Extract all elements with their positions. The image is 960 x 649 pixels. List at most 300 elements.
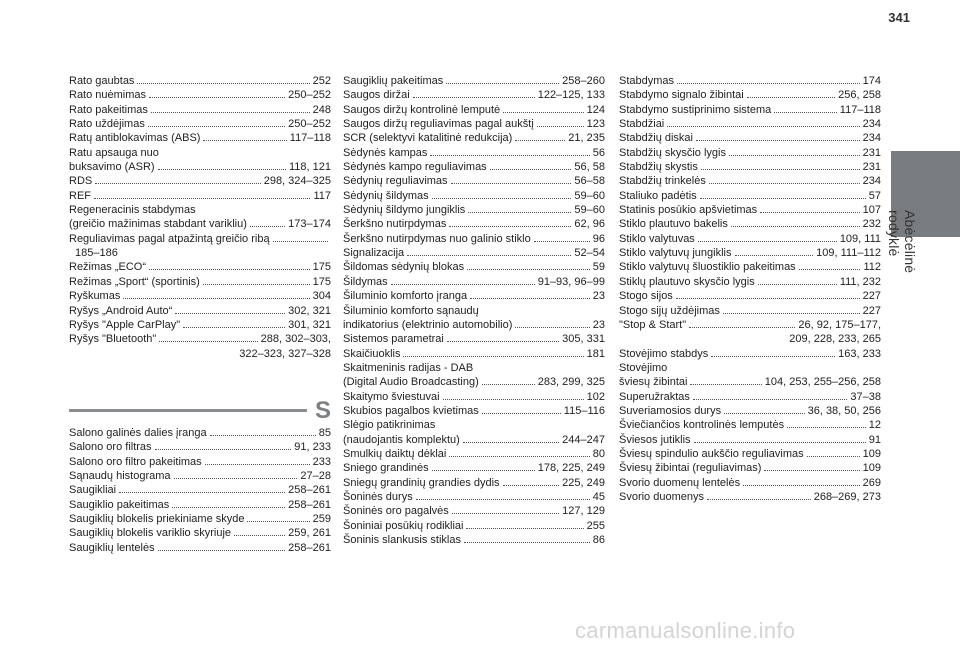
page-reference: 91–93, 96–99 bbox=[537, 275, 605, 288]
index-term: Šildymas bbox=[343, 275, 388, 288]
index-entry bbox=[619, 117, 881, 131]
index-entry bbox=[69, 332, 331, 346]
page-reference: 173–174 bbox=[288, 218, 331, 231]
index-term: Stabdžių trinkelės bbox=[619, 175, 706, 188]
index-entry-continuation: 322–323, 327–328 bbox=[239, 347, 331, 360]
page-reference: 233 bbox=[312, 455, 331, 468]
index-entry bbox=[69, 131, 331, 145]
page-reference: 178, 225, 249 bbox=[537, 462, 605, 475]
index-term: Stogo sijos bbox=[619, 290, 673, 303]
page-reference: 62, 96 bbox=[574, 218, 605, 231]
index-term: Saugiklių blokelis variklio skyriuje bbox=[69, 527, 232, 540]
dot-leader bbox=[95, 182, 260, 184]
dot-leader bbox=[515, 326, 589, 328]
dot-leader bbox=[774, 111, 837, 113]
dot-leader bbox=[174, 477, 298, 479]
dot-leader bbox=[482, 383, 535, 385]
dot-leader bbox=[205, 463, 310, 465]
index-entry bbox=[69, 160, 331, 174]
index-entry bbox=[343, 476, 605, 490]
page-reference: 117–118 bbox=[289, 132, 331, 145]
index-term: Ratų antiblokavimas (ABS) bbox=[69, 132, 201, 145]
index-entry bbox=[619, 203, 881, 217]
dot-leader bbox=[764, 469, 859, 471]
dot-leader bbox=[463, 441, 559, 443]
page-reference: 248 bbox=[312, 103, 331, 116]
dot-leader bbox=[175, 312, 285, 314]
index-entry bbox=[343, 232, 605, 246]
page-reference: 252 bbox=[312, 75, 331, 87]
page-reference: 123 bbox=[586, 118, 605, 131]
dot-leader bbox=[123, 297, 309, 299]
index-entry bbox=[69, 117, 331, 131]
index-entry bbox=[619, 103, 881, 117]
index-entry bbox=[343, 160, 605, 174]
dot-leader bbox=[137, 82, 309, 84]
dot-leader bbox=[273, 240, 328, 242]
page-reference: 174 bbox=[862, 75, 881, 87]
index-entry bbox=[619, 189, 881, 203]
index-term: Šviesų žibintai (reguliavimas) bbox=[619, 462, 762, 475]
index-entry bbox=[69, 260, 331, 274]
index-term: buksavimo (ASR) bbox=[69, 161, 155, 174]
index-term: Stiklų plautuvo skysčio lygis bbox=[619, 275, 755, 288]
index-entry bbox=[343, 74, 605, 88]
index-term: Šviečiančios kontrolinės lemputės bbox=[619, 419, 785, 432]
dot-leader bbox=[743, 484, 860, 486]
index-entry bbox=[343, 418, 605, 432]
index-entry bbox=[343, 203, 605, 217]
index-term: Svorio duomenys bbox=[619, 490, 704, 503]
page-number: 341 bbox=[888, 10, 910, 25]
index-term: Šoniniai posūkių rodikliai bbox=[343, 519, 464, 532]
index-term: (naudojantis komplektu) bbox=[343, 433, 460, 446]
index-term: Stiklo plautuvo bakelis bbox=[619, 218, 728, 231]
dot-leader bbox=[451, 182, 572, 184]
dot-leader bbox=[151, 111, 310, 113]
index-entry bbox=[343, 347, 605, 361]
page-reference: 127, 129 bbox=[562, 505, 605, 518]
dot-leader bbox=[247, 520, 309, 522]
index-term: Rato nuėmimas bbox=[69, 89, 147, 102]
page-reference: 109 bbox=[862, 462, 881, 475]
page-reference: 288, 302–303, bbox=[260, 333, 331, 346]
dot-leader bbox=[159, 340, 257, 342]
index-term: Stovėjimo stabdys bbox=[619, 347, 709, 360]
index-term: Ratu apsauga nuo bbox=[69, 146, 159, 159]
index-entry bbox=[69, 217, 331, 231]
index-entry bbox=[343, 289, 605, 303]
index-entry bbox=[69, 289, 331, 303]
dot-leader bbox=[407, 254, 571, 256]
dot-leader bbox=[452, 512, 559, 514]
index-entry bbox=[343, 103, 605, 117]
page-reference: 305, 331 bbox=[562, 333, 605, 346]
page-reference: 12 bbox=[868, 419, 881, 432]
dot-leader bbox=[432, 469, 535, 471]
dot-leader bbox=[403, 355, 583, 357]
index-term: Režimas „Sport“ (sportinis) bbox=[69, 275, 200, 288]
dot-leader bbox=[467, 268, 590, 270]
index-term: Regeneracinis stabdymas bbox=[69, 204, 196, 217]
index-term: Šerkšno nutirpdymas nuo galinio stiklo bbox=[343, 232, 531, 245]
index-term: Skubios pagalbos kvietimas bbox=[343, 404, 479, 417]
index-entry bbox=[343, 504, 605, 518]
index-entry bbox=[619, 390, 881, 404]
index-term: Salono oro filtras bbox=[69, 441, 152, 454]
page-reference: 231 bbox=[862, 146, 881, 159]
dot-leader bbox=[693, 398, 847, 400]
page-reference: 234 bbox=[862, 175, 881, 188]
index-entry bbox=[69, 526, 331, 540]
index-term: Svorio duomenų lentelės bbox=[619, 476, 741, 489]
index-entry bbox=[619, 304, 881, 318]
index-term: Stabdžių skystis bbox=[619, 161, 698, 174]
dot-leader bbox=[689, 326, 795, 328]
index-entry bbox=[343, 433, 605, 447]
index-term: Šoninės durys bbox=[343, 490, 413, 503]
index-entry bbox=[69, 203, 331, 217]
index-term: Šoninės oro pagalvės bbox=[343, 505, 449, 518]
index-term: Slėgio patikrinimas bbox=[343, 419, 436, 432]
dot-leader bbox=[416, 498, 590, 500]
index-term: Sėdynių reguliavimas bbox=[343, 175, 448, 188]
index-column-2 bbox=[343, 74, 605, 547]
index-term: Saugiklių blokelis priekiniame skyde bbox=[69, 513, 245, 526]
page-reference: 259 bbox=[312, 513, 331, 526]
page-reference: 118, 121 bbox=[288, 161, 331, 174]
section-letter: S bbox=[314, 397, 331, 424]
dot-leader bbox=[701, 168, 860, 170]
dot-leader bbox=[155, 448, 292, 450]
dot-leader bbox=[731, 225, 860, 227]
dot-leader bbox=[503, 111, 583, 113]
index-term: Šiluminio komforto sąnaudų bbox=[343, 304, 479, 317]
dot-leader bbox=[700, 197, 866, 199]
index-term: (Digital Audio Broadcasting) bbox=[343, 376, 479, 389]
dot-leader bbox=[724, 412, 805, 414]
page-reference: 250–252 bbox=[288, 118, 331, 131]
index-term: Sąnaudų histograma bbox=[69, 470, 171, 483]
page-reference: 109 bbox=[862, 447, 881, 460]
index-term: Rato uždėjimas bbox=[69, 118, 145, 131]
page-reference: 255 bbox=[586, 519, 605, 532]
dot-leader bbox=[430, 154, 589, 156]
index-term: Ryšys "Apple CarPlay" bbox=[69, 318, 181, 331]
dot-leader bbox=[158, 549, 286, 551]
page-reference: 23 bbox=[592, 318, 605, 331]
dot-leader bbox=[676, 297, 860, 299]
page-reference: 298, 324–325 bbox=[263, 175, 331, 188]
dot-leader bbox=[698, 240, 837, 242]
dot-leader bbox=[534, 240, 590, 242]
page-reference: 258–261 bbox=[288, 498, 331, 511]
index-term: Skaitmeninis radijas - DAB bbox=[343, 361, 474, 374]
page-reference: 250–252 bbox=[288, 89, 331, 102]
index-entry bbox=[343, 189, 605, 203]
page-reference: 56, 58 bbox=[574, 161, 605, 174]
index-entry bbox=[343, 519, 605, 533]
index-term: REF bbox=[69, 189, 91, 202]
dot-leader bbox=[203, 283, 310, 285]
index-entry bbox=[69, 189, 331, 203]
dot-leader bbox=[447, 340, 559, 342]
dot-leader bbox=[149, 96, 285, 98]
page-reference: 21, 235 bbox=[568, 132, 605, 145]
index-term: Reguliavimas pagal atpažintą greičio ribą bbox=[69, 232, 270, 245]
index-entry bbox=[343, 404, 605, 418]
index-entry bbox=[69, 232, 331, 246]
index-term: Rato gaubtas bbox=[69, 75, 135, 87]
section-rule bbox=[69, 409, 307, 412]
index-entry bbox=[343, 275, 605, 289]
dot-leader bbox=[482, 412, 561, 414]
page-reference: 111, 232 bbox=[839, 275, 881, 288]
page-reference: 258–261 bbox=[288, 541, 331, 554]
index-entry bbox=[619, 490, 881, 504]
index-term: Sistemos parametrai bbox=[343, 333, 444, 346]
dot-leader bbox=[735, 254, 814, 256]
index-term: Saugiklių lentelės bbox=[69, 541, 155, 554]
dot-leader bbox=[119, 491, 285, 493]
dot-leader bbox=[183, 326, 285, 328]
page-reference: 301, 321 bbox=[288, 318, 331, 331]
index-term: Stabdymas bbox=[619, 75, 675, 87]
page-reference: 231 bbox=[862, 161, 881, 174]
index-entry bbox=[343, 260, 605, 274]
dot-leader bbox=[432, 197, 572, 199]
page-reference: 52–54 bbox=[574, 247, 605, 260]
dot-leader bbox=[711, 355, 835, 357]
dot-leader bbox=[667, 125, 859, 127]
index-term: Šerkšno nutirpdymas bbox=[343, 218, 447, 231]
page-reference: 244–247 bbox=[562, 433, 605, 446]
dot-leader bbox=[747, 96, 835, 98]
index-entry bbox=[343, 361, 605, 375]
index-entry bbox=[343, 146, 605, 160]
page-reference: 56 bbox=[592, 146, 605, 159]
page-reference: 304 bbox=[312, 290, 331, 303]
page-reference: 283, 299, 325 bbox=[537, 376, 605, 389]
index-entry bbox=[619, 418, 881, 432]
page-reference: 57 bbox=[868, 189, 881, 202]
dot-leader bbox=[807, 455, 860, 457]
index-entry bbox=[69, 455, 331, 469]
page-reference: 225, 249 bbox=[562, 476, 605, 489]
index-entry bbox=[69, 103, 331, 117]
page-reference: 59 bbox=[592, 261, 605, 274]
index-term: Suveriamosios durys bbox=[619, 404, 722, 417]
page-reference: 91 bbox=[868, 433, 881, 446]
index-entry bbox=[619, 131, 881, 145]
index-term: Stabdžių diskai bbox=[619, 132, 693, 145]
page-reference: 104, 253, 255–256, 258 bbox=[764, 376, 881, 389]
page-reference: 59–60 bbox=[574, 189, 605, 202]
page-reference: 175 bbox=[312, 275, 331, 288]
index-term: Stovėjimo bbox=[619, 361, 668, 374]
page-reference: 109, 111–112 bbox=[816, 247, 881, 260]
index-term: Smulkių daiktų dėklai bbox=[343, 447, 447, 460]
index-entry bbox=[343, 304, 605, 318]
index-term: Skaičiuoklis bbox=[343, 347, 401, 360]
dot-leader bbox=[446, 82, 559, 84]
dot-leader bbox=[210, 434, 316, 436]
dot-leader bbox=[690, 383, 761, 385]
dot-leader bbox=[709, 182, 860, 184]
dot-leader bbox=[799, 268, 861, 270]
index-term: Ryšys „Android Auto“ bbox=[69, 304, 173, 317]
index-term: Ryšys "Bluetooth" bbox=[69, 333, 157, 346]
index-entry bbox=[343, 375, 605, 389]
index-entry bbox=[619, 461, 881, 475]
page-reference: 227 bbox=[862, 290, 881, 303]
page-reference: 36, 38, 50, 256 bbox=[807, 404, 881, 417]
dot-leader bbox=[172, 506, 285, 508]
index-term: Saugiklio pakeitimas bbox=[69, 498, 170, 511]
index-term: Ryškumas bbox=[69, 290, 121, 303]
dot-leader bbox=[466, 527, 583, 529]
dot-leader bbox=[758, 283, 837, 285]
index-entry bbox=[619, 476, 881, 490]
index-entry bbox=[69, 318, 331, 332]
index-entry bbox=[69, 469, 331, 483]
dot-leader bbox=[464, 541, 590, 543]
page-reference: 269 bbox=[862, 476, 881, 489]
dot-leader bbox=[468, 211, 571, 213]
index-entry bbox=[619, 260, 881, 274]
index-term: Rato pakeitimas bbox=[69, 103, 148, 116]
index-term: Sėdynių šildymo jungiklis bbox=[343, 204, 466, 217]
page-reference: 115–116 bbox=[563, 404, 605, 417]
index-term: Stiklo valytuvų jungiklis bbox=[619, 247, 732, 260]
index-entry bbox=[69, 498, 331, 512]
index-entry bbox=[619, 88, 881, 102]
page-reference: 56–58 bbox=[574, 175, 605, 188]
index-entry bbox=[619, 174, 881, 188]
index-entry bbox=[69, 74, 331, 88]
section-header-s bbox=[69, 396, 331, 424]
index-entry-continuation: 209, 228, 233, 265 bbox=[789, 333, 881, 346]
page-reference: 256, 258 bbox=[838, 89, 881, 102]
dot-leader bbox=[537, 125, 584, 127]
dot-leader bbox=[677, 82, 860, 84]
index-term: Sėdynės kampas bbox=[343, 146, 428, 159]
index-term: Stiklo valytuvų šluostiklio pakeitimas bbox=[619, 261, 796, 274]
index-entry bbox=[343, 390, 605, 404]
dot-leader bbox=[94, 197, 310, 199]
index-entry bbox=[69, 541, 331, 555]
dot-leader bbox=[149, 268, 310, 270]
dot-leader bbox=[723, 312, 860, 314]
index-entry bbox=[343, 246, 605, 260]
page-reference: 124 bbox=[586, 103, 605, 116]
page-reference: 227 bbox=[862, 304, 881, 317]
dot-leader bbox=[707, 498, 811, 500]
page-reference: 86 bbox=[592, 534, 605, 546]
page-reference: 175 bbox=[312, 261, 331, 274]
index-entry bbox=[343, 461, 605, 475]
watermark: carmanualsonline.info bbox=[575, 618, 796, 643]
index-entry bbox=[619, 433, 881, 447]
index-term: Skaitymo šviestuvai bbox=[343, 390, 440, 403]
index-entry bbox=[69, 174, 331, 188]
page-reference: 59–60 bbox=[574, 204, 605, 217]
index-entry bbox=[343, 117, 605, 131]
index-entry bbox=[619, 232, 881, 246]
page-reference: 109, 111 bbox=[839, 232, 881, 245]
index-entry bbox=[69, 512, 331, 526]
dot-leader bbox=[234, 534, 285, 536]
index-term: Sėdynių šildymas bbox=[343, 189, 429, 202]
page-reference: 258–260 bbox=[562, 75, 605, 87]
index-entry bbox=[619, 289, 881, 303]
index-entry bbox=[619, 447, 881, 461]
index-entry bbox=[619, 74, 881, 88]
index-entry bbox=[619, 375, 881, 389]
index-term: "Stop & Start" bbox=[619, 318, 687, 331]
index-entry bbox=[619, 361, 881, 375]
index-column-3 bbox=[619, 74, 881, 504]
index-term: šviesų žibintai bbox=[619, 376, 688, 389]
index-entry bbox=[343, 131, 605, 145]
page-reference: 91, 233 bbox=[294, 441, 331, 454]
dot-leader bbox=[148, 125, 285, 127]
page-reference: 102 bbox=[586, 390, 605, 403]
dot-leader bbox=[787, 426, 866, 428]
index-term: Stiklo valytuvas bbox=[619, 232, 695, 245]
index-entry bbox=[69, 88, 331, 102]
index-entry bbox=[343, 447, 605, 461]
index-entry bbox=[619, 217, 881, 231]
index-entry bbox=[619, 146, 881, 160]
index-term: Stogo sijų uždėjimas bbox=[619, 304, 720, 317]
page-reference: 85 bbox=[318, 427, 331, 439]
index-entry-continuation: 185–186 bbox=[75, 247, 118, 260]
index-entry bbox=[343, 88, 605, 102]
dot-leader bbox=[490, 168, 572, 170]
page-reference: 259, 261 bbox=[288, 527, 331, 540]
dot-leader bbox=[391, 283, 535, 285]
dot-leader bbox=[503, 484, 560, 486]
index-entry bbox=[619, 404, 881, 418]
index-term: Saugikliai bbox=[69, 484, 117, 497]
page-reference: 302, 321 bbox=[288, 304, 331, 317]
index-column-1-section-s bbox=[69, 426, 331, 555]
index-entry bbox=[619, 318, 881, 332]
index-term: Saugos diržai bbox=[343, 89, 410, 102]
index-entry bbox=[69, 483, 331, 497]
dot-leader bbox=[413, 96, 535, 98]
index-entry bbox=[619, 347, 881, 361]
page-reference: 26, 92, 175–177, bbox=[798, 318, 881, 331]
page-reference: 232 bbox=[862, 218, 881, 231]
page-reference: 117 bbox=[313, 189, 331, 202]
index-entry bbox=[69, 146, 331, 160]
page-reference: 107 bbox=[862, 204, 881, 217]
page-reference: 27–28 bbox=[300, 470, 331, 483]
page-reference: 80 bbox=[592, 447, 605, 460]
index-term: Saugos diržų kontrolinė lemputė bbox=[343, 103, 501, 116]
index-entry bbox=[619, 246, 881, 260]
dot-leader bbox=[449, 455, 589, 457]
page-reference: 96 bbox=[592, 232, 605, 245]
index-term: Stabdžiai bbox=[619, 118, 665, 131]
dot-leader bbox=[694, 441, 866, 443]
index-term: Sniego grandinės bbox=[343, 462, 429, 475]
index-entry bbox=[343, 217, 605, 231]
page-reference: 268–269, 273 bbox=[813, 490, 881, 503]
index-entry bbox=[69, 304, 331, 318]
